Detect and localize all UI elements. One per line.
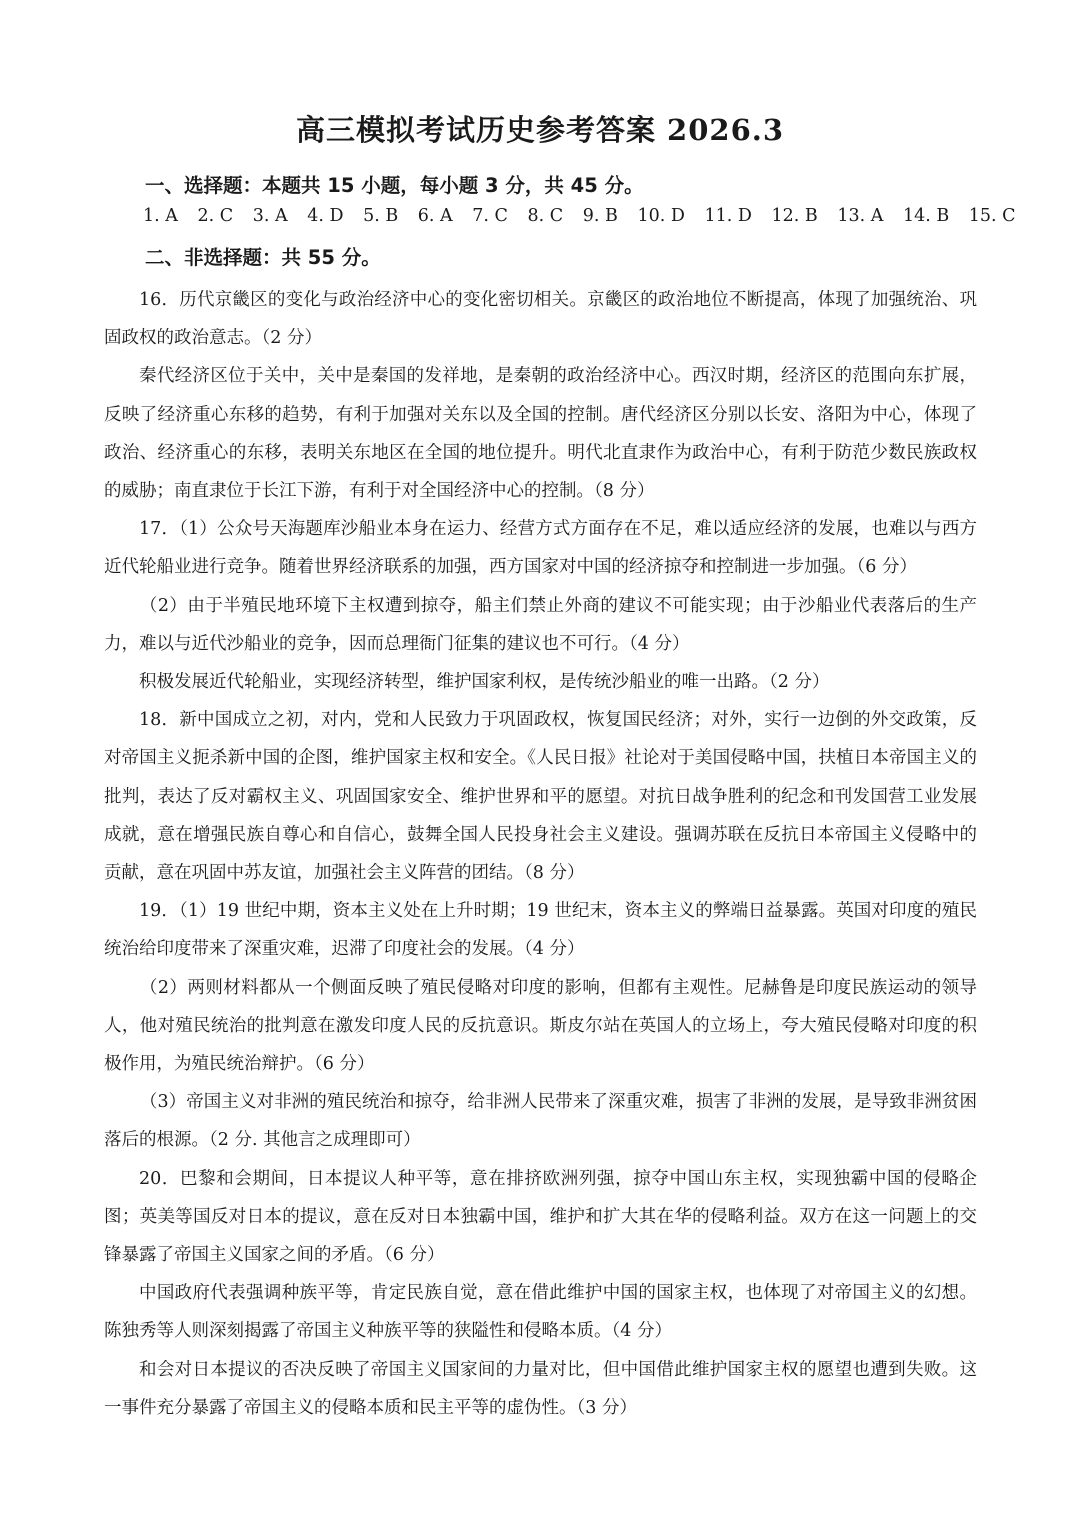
answer-paragraph-17-conclusion: 积极发展近代轮船业，实现经济转型，维护国家利权，是传统沙船业的唯一出路。（2 分） (139, 672, 830, 693)
page-title: 高三模拟考试历史参考答案 2026.3 (295, 113, 785, 147)
section-2-heading: 二、非选择题：共 55 分。 (145, 246, 381, 269)
answer-item: 15. C (968, 206, 1016, 226)
answer-item: 6. A (417, 206, 453, 226)
answer-paragraph-17-2: （2）由于半殖民地环境下主权遭到掠夺，船主们禁止外商的建议不可能实现；由于沙船业代表落后的生产力，难以与近代沙船业的竞争，因而总理衙门征集的建议也不可行。（4 分） (104, 595, 977, 654)
answer-item: 3. A (252, 206, 288, 226)
answer-item: 2. C (197, 206, 234, 226)
answer-item: 7. C (472, 206, 508, 226)
essay-answers (104, 281, 977, 1427)
answer-item: 4. D (307, 206, 344, 226)
answer-paragraph-19-1: 19．（1）19 世纪中期，资本主义处在上升时期；19 世纪末，资本主义的弊端日益暴露。英国对印度的殖民统治给印度带来了深重灾难，迟滞了印度社会的发展。（4 分） (104, 901, 977, 960)
answer-item: 9. B (582, 206, 618, 226)
answer-paragraph-16-detail: 秦代经济区位于关中，关中是秦国的发祥地，是秦朝的政治经济中心。西汉时期，经济区的范围向东扩展，反映了经济重心东移的趋势，有利于加强对关东以及全国的控制。唐代经济区分别以长安、洛阳为中心，体现了政治、经济重心的东移，表明关东地区在全国的地位提升。明代北直隶作为政治中心，有利于防范少数民族政权的威胁；南直隶位于长江下游，有利于对全国经济中心的控制。（8 分） (104, 366, 977, 502)
section-1-heading: 一、选择题：本题共 15 小题，每小题 3 分，共 45 分。 (145, 174, 644, 197)
answer-item: 14. B (902, 206, 950, 226)
answer-paragraph-16: 16．历代京畿区的变化与政治经济中心的变化密切相关。京畿区的政治地位不断提高，体现了加强统治、巩固政权的政治意志。（2 分） (104, 290, 977, 349)
multiple-choice-answers (143, 206, 1030, 226)
answer-item: 10. D (637, 206, 685, 226)
answer-item: 5. B (363, 206, 399, 226)
answer-item: 8. C (527, 206, 564, 226)
answer-paragraph-20-china: 中国政府代表强调种族平等，肯定民族自觉，意在借此维护中国的国家主权，也体现了对帝国主义的幻想。陈独秀等人则深刻揭露了帝国主义种族平等的狭隘性和侵略本质。（4 分） (104, 1283, 977, 1342)
answer-paragraph-19-2: （2）两则材料都从一个侧面反映了殖民侵略对印度的影响，但都有主观性。尼赫鲁是印度民族运动的领导人，他对殖民统治的批判意在激发印度人民的反抗意识。斯皮尔站在英国人的立场上，夸大殖民侵略对印度的积极作用，为殖民统治辩护。（6 分） (104, 977, 977, 1075)
answer-paragraph-20: 20．巴黎和会期间，日本提议人种平等，意在排挤欧洲列强，掠夺中国山东主权，实现独霸中国的侵略企图；英美等国反对日本的提议，意在反对日本独霸中国，维护和扩大其在华的侵略利益。双方在这一问题上的交锋暴露了帝国主义国家之间的矛盾。（6 分） (104, 1168, 977, 1266)
answer-paragraph-17-1: 17．（1）公众号天海题库沙船业本身在运力、经营方式方面存在不足，难以适应经济的发展，也难以与西方近代轮船业进行竞争。随着世界经济联系的加强，西方国家对中国的经济掠夺和控制进一步加强。（6 分） (104, 519, 977, 578)
answer-item: 12. B (771, 206, 818, 226)
answer-item: 11. D (704, 206, 752, 226)
answer-paragraph-20-conclusion: 和会对日本提议的否决反映了帝国主义国家间的力量对比，但中国借此维护国家主权的愿望也遭到失败。这一事件充分暴露了帝国主义的侵略本质和民主平等的虚伪性。（3 分） (104, 1359, 977, 1418)
answer-item: 1. A (143, 206, 178, 226)
answer-paragraph-19-3: （3）帝国主义对非洲的殖民统治和掠夺，给非洲人民带来了深重灾难，损害了非洲的发展，是导致非洲贫困落后的根源。（2 分. 其他言之成理即可） (104, 1092, 977, 1151)
answer-item: 13. A (837, 206, 884, 226)
answer-paragraph-18: 18．新中国成立之初，对内，党和人民致力于巩固政权，恢复国民经济；对外，实行一边倒的外交政策，反对帝国主义扼杀新中国的企图，维护国家主权和安全。《人民日报》社论对于美国侵略中国，扶植日本帝国主义的批判，表达了反对霸权主义、巩固国家安全、维护世界和平的愿望。对抗日战争胜利的纪念和刊发国营工业发展成就，意在增强民族自尊心和自信心，鼓舞全国人民投身社会主义建设。强调苏联在反抗日本帝国主义侵略中的贡献，意在巩固中苏友谊，加强社会主义阵营的团结。（8 分） (104, 710, 977, 884)
